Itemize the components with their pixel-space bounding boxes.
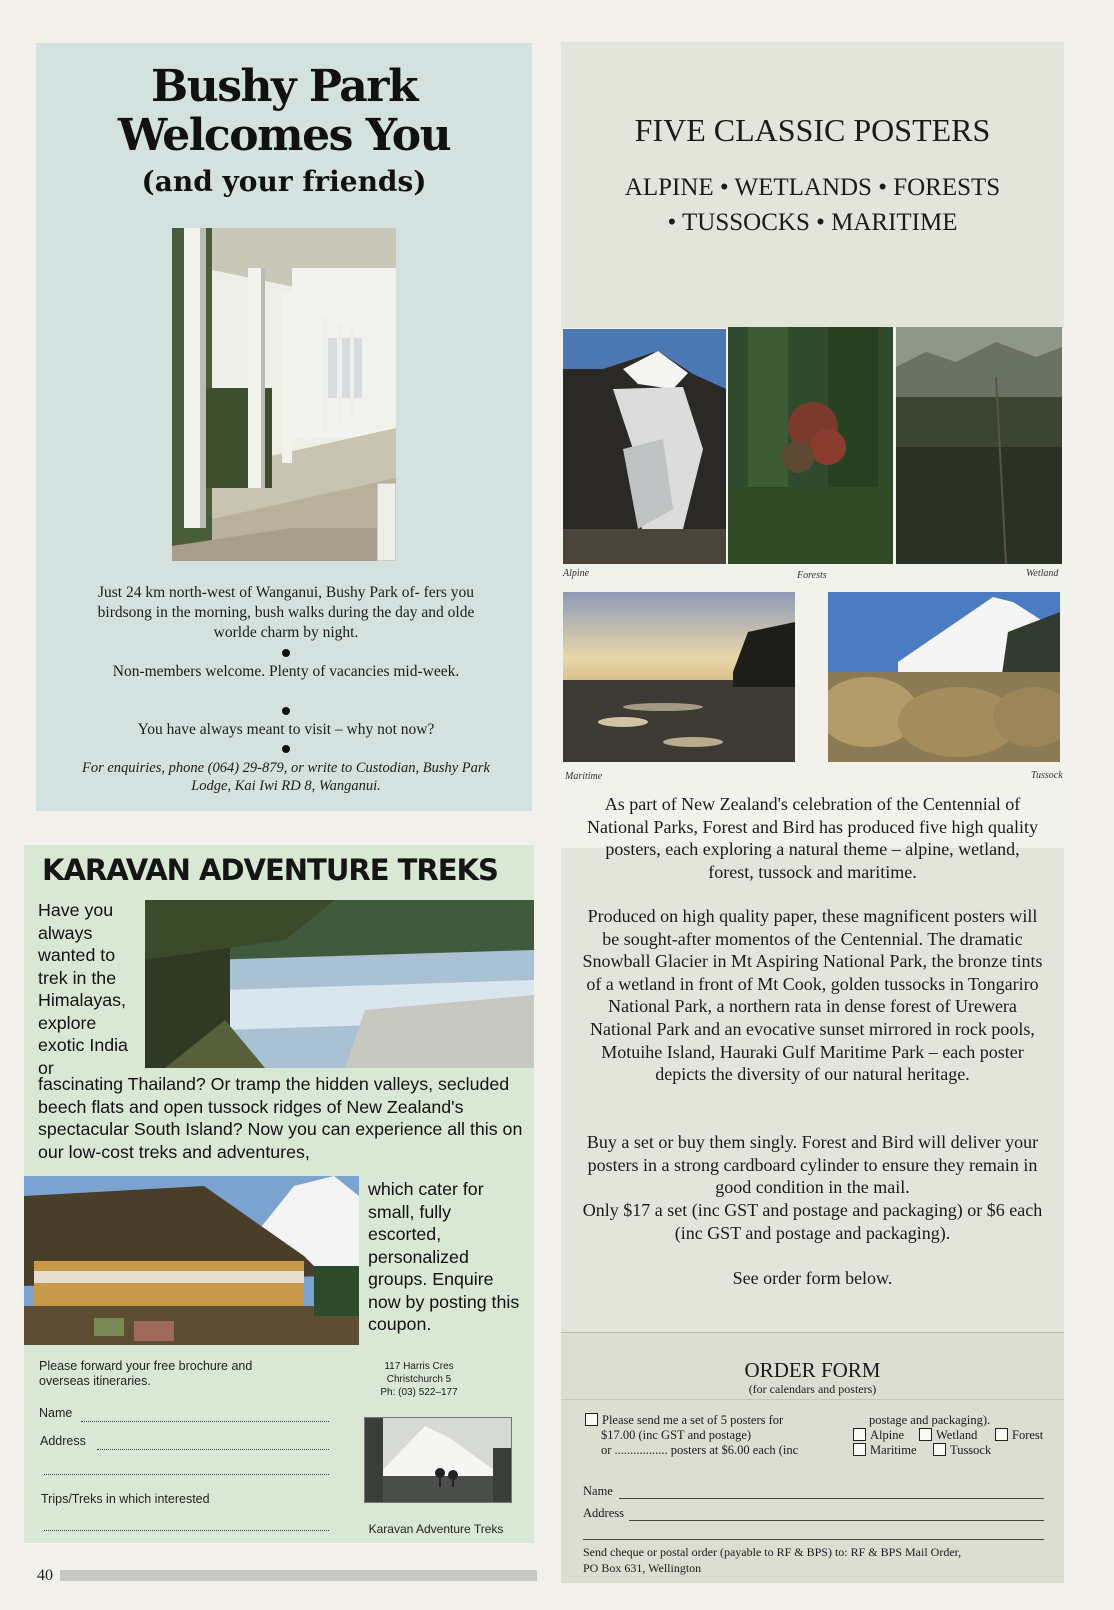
address-field-line2[interactable]: [44, 1474, 329, 1475]
order-address-label: Address: [583, 1506, 624, 1520]
maritime-photo: [563, 592, 795, 762]
opt-tussock[interactable]: [933, 1443, 991, 1458]
bushy-title-line1: Bushy Park: [151, 61, 417, 112]
wetland-label: Wetland: [936, 1428, 978, 1442]
set-checkbox[interactable]: [585, 1413, 598, 1426]
karavan-address: 117 Harris Cres Christchurch 5 Ph: (03) 522–177: [380, 1361, 458, 1398]
tussock-label: Tussock: [950, 1443, 992, 1457]
alpine-photo: [563, 329, 726, 564]
set-line1: Please send me a set of 5 posters for: [602, 1413, 784, 1427]
order-form-title: ORDER FORM: [744, 1358, 881, 1382]
forest-checkbox[interactable]: [995, 1428, 1008, 1441]
forests-photo: [728, 327, 893, 564]
veranda-photo: [172, 228, 396, 561]
caption-forests: Forests: [797, 570, 827, 581]
order-name-label: Name: [583, 1484, 613, 1498]
order-address-field[interactable]: [629, 1520, 1044, 1521]
karavan-title: KARAVAN ADVENTURE TREKS: [42, 853, 498, 887]
posters-body4: Only $17 a set (inc GST and postage and packaging) or $6 each (inc GST and postage and packaging).: [582, 1200, 1043, 1243]
single-line: or ................. posters at $6.00 each (inc: [601, 1443, 799, 1457]
karavan-intro-narrow: Have you always wanted to trek in the Himalayas, explore exotic India or: [38, 900, 128, 1078]
set-line2: $17.00 (inc GST and postage): [601, 1428, 752, 1442]
tussock-checkbox[interactable]: [933, 1443, 946, 1456]
posters-body3: Buy a set or buy them singly. Forest and Bird will deliver your posters in a strong cardboard cylinder to ensure they remain in good condition in the mail.: [586, 1132, 1039, 1198]
opt-alpine[interactable]: [853, 1428, 904, 1443]
hut-photo: [24, 1176, 359, 1345]
bushy-park-ad: [36, 43, 532, 811]
page-number: 40: [37, 1567, 53, 1584]
single-cont: postage and packaging).: [869, 1413, 991, 1427]
caption-wetland: Wetland: [1026, 568, 1059, 579]
order-form-subtitle: (for calendars and posters): [748, 1382, 877, 1396]
forest-label: Forest: [1012, 1428, 1044, 1442]
name-label: Name: [39, 1406, 73, 1420]
posters-body2: Produced on high quality paper, these magnificent posters will be sought-after momentos of the Centennial. The dramatic Snowball Glacier in Mt Aspiring National Park, the bronze tints of a wetland in front of Mt Cook, golden tussocks in Tongariro National Park, a northern rata in dense forest of Urewera National Park and an evocative sunset mirrored in rock pools, Motuihe Island, Hauraki Gulf Maritime Park – each poster depicts the diversity of our natural heritage.: [582, 906, 1043, 1085]
alpine-label: Alpine: [870, 1428, 905, 1442]
opt-maritime[interactable]: [853, 1443, 917, 1458]
trips-field[interactable]: [44, 1530, 329, 1531]
karavan-intro-wide: fascinating Thailand? Or tramp the hidden valleys, secluded beech flats and open tussock ridges of New Zealand's spectacular South Island? Now you can experience all this on our low-cost treks and adventures,: [38, 1074, 523, 1162]
bullet-dot: [282, 649, 290, 657]
posters-body1: As part of New Zealand's celebration of the Centennial of National Parks, Forest and Bird has produced five high quality posters, each exploring a natural theme – alpine, wetland, forest, tussock and maritime.: [587, 794, 1038, 882]
caption-alpine: Alpine: [563, 568, 590, 579]
maritime-label: Maritime: [870, 1443, 917, 1457]
bullet-dot: [282, 707, 290, 715]
alpine-checkbox[interactable]: [853, 1428, 866, 1441]
bushy-para1: Just 24 km north-west of Wanganui, Bushy Park of- fers you birdsong in the morning, bush walks during the day and olde worlde charm by night.: [97, 584, 475, 641]
address-label: Address: [40, 1434, 86, 1448]
opt-forest[interactable]: [995, 1428, 1043, 1443]
karavan-side-text: which cater for small, fully escorted, personalized groups. Enquire now by posting this coupon.: [368, 1179, 520, 1334]
caption-tussock: Tussock: [1031, 770, 1063, 781]
karavan-brand: Karavan Adventure Treks: [368, 1522, 504, 1536]
posters-ad: [561, 42, 1064, 1582]
bushy-para3: You have always meant to visit – why not now?: [137, 721, 435, 738]
bushy-title-line2: Welcomes You: [117, 110, 451, 161]
footer-bar: [60, 1570, 537, 1581]
name-field[interactable]: [81, 1421, 329, 1422]
maritime-checkbox[interactable]: [853, 1443, 866, 1456]
send-line1: Send cheque or postal order (payable to RF & BPS) to: RF & BPS Mail Order,: [583, 1545, 962, 1559]
address-field[interactable]: [97, 1449, 329, 1450]
posters-body5: See order form below.: [732, 1268, 893, 1288]
bushy-enquiries: For enquiries, phone (064) 29-879, or write to Custodian, Bushy Park Lodge, Kai Iwi RD 8, Wanganui.: [82, 760, 490, 794]
trips-label: Trips/Treks in which interested: [41, 1492, 210, 1506]
order-name-field[interactable]: [619, 1498, 1044, 1499]
order-address-field-line2[interactable]: [583, 1539, 1044, 1540]
mountain-sketch: [364, 1417, 512, 1503]
form-intro: Please forward your free brochure and overseas itineraries.: [39, 1359, 253, 1388]
tussock-photo: [828, 592, 1060, 762]
posters-themes-line2: • TUSSOCKS • MARITIME: [667, 209, 958, 236]
order-form: [561, 1332, 1064, 1583]
send-line2: PO Box 631, Wellington: [583, 1561, 702, 1575]
bushy-para2: Non-members welcome. Plenty of vacancies mid-week.: [112, 663, 460, 680]
posters-themes-line1: ALPINE • WETLANDS • FORESTS: [624, 174, 1001, 201]
opt-wetland[interactable]: [919, 1428, 977, 1443]
order-set-row: [585, 1413, 783, 1428]
divider: [561, 1399, 1064, 1400]
karavan-ad: [24, 845, 534, 1543]
posters-title: FIVE CLASSIC POSTERS: [634, 112, 991, 148]
wetland-photo: [896, 327, 1062, 564]
wetland-checkbox[interactable]: [919, 1428, 932, 1441]
river-photo: [145, 900, 534, 1068]
bullet-dot: [282, 745, 290, 753]
bushy-title-line3: (and your friends): [141, 165, 427, 198]
caption-maritime: Maritime: [565, 771, 603, 782]
